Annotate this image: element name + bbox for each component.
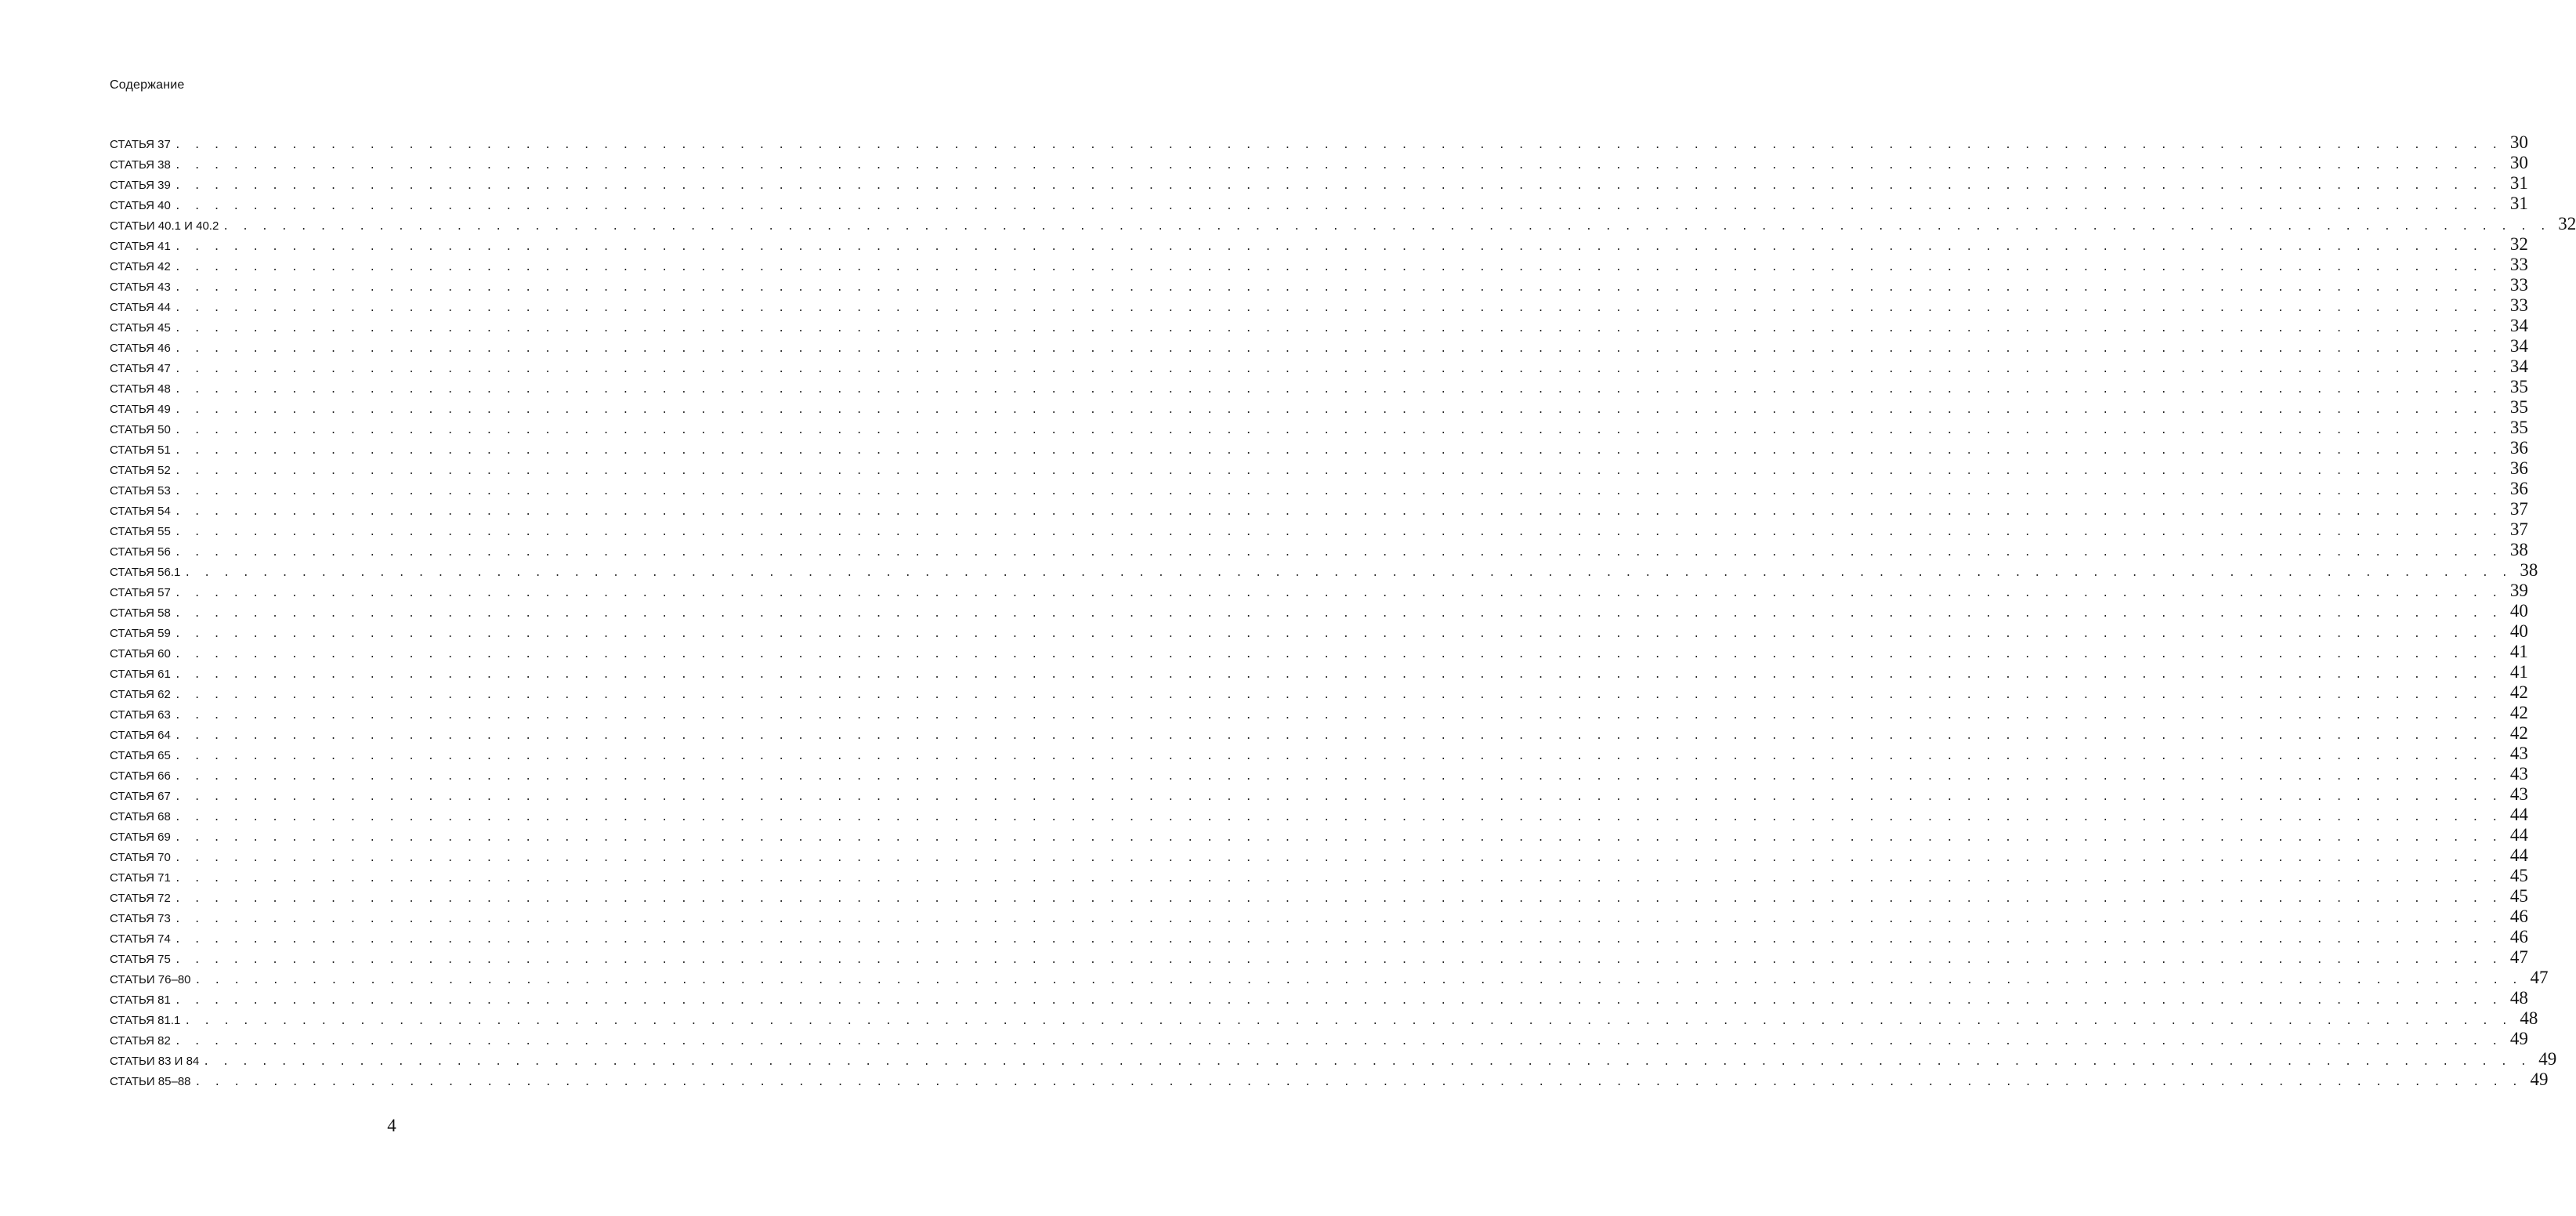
toc-entry [110,499,2528,519]
toc-entry-title: СТАТЬЯ 37 [110,138,171,151]
toc-entry-title: СТАТЬЯ 70 [110,851,171,864]
dot-leader: . . . . . . . . . . . . . . . . . . . . . . . . . . . . . . . . . . . . . . . . . . . . . . . . . . . . . . . . . . . . . . . . . . . . . . . . . . . . . . . . . . . . . . . . . . . . . . . . . . . . . . . . . . . . . . . . . . . . . . . . [174,465,2502,477]
toc-entry-page: 31 [2509,173,2528,193]
toc-entry-page: 49 [2538,1049,2557,1069]
toc-entry-page: 47 [2509,947,2528,967]
dot-leader: . . . . . . . . . . . . . . . . . . . . . . . . . . . . . . . . . . . . . . . . . . . . . . . . . . . . . . . . . . . . . . . . . . . . . . . . . . . . . . . . . . . . . . . . . . . . . . . . . . . . . . . . . . . . . . . . . . . . . . . . [174,812,2502,823]
toc-entry [110,927,2528,947]
dot-leader: . . . . . . . . . . . . . . . . . . . . . . . . . . . . . . . . . . . . . . . . . . . . . . . . . . . . . . . . . . . . . . . . . . . . . . . . . . . . . . . . . . . . . . . . . . . . . . . . . . . . . . . . . . . . . . . . . . . . . . . . [174,445,2502,457]
toc-entry [110,295,2528,316]
toc-entry-title: СТАТЬЯ 56 [110,545,171,559]
toc-entry [110,1069,2549,1090]
toc-entry [110,479,2528,499]
page-number: 4 [387,1116,396,1135]
toc-entry-title: СТАТЬИ 76–80 [110,973,191,986]
toc-entry-title: СТАТЬЯ 61 [110,668,171,681]
toc-entry-page: 37 [2509,499,2528,519]
toc-entry [110,194,2528,214]
toc-entry [110,805,2528,825]
toc-entry [110,744,2528,764]
table-of-contents [110,132,2576,1090]
toc-entry-title: СТАТЬИ 40.1 И 40.2 [110,219,219,233]
dot-leader: . . . . . . . . . . . . . . . . . . . . . . . . . . . . . . . . . . . . . . . . . . . . . . . . . . . . . . . . . . . . . . . . . . . . . . . . . . . . . . . . . . . . . . . . . . . . . . . . . . . . . . . . . . . . . . . . . . . . . . . . [174,343,2502,355]
toc-entry-page: 38 [2520,560,2538,580]
toc-entry [110,540,2528,560]
toc-entry-title: СТАТЬЯ 46 [110,342,171,355]
toc-entry-title: СТАТЬЯ 82 [110,1034,171,1048]
toc-entry [110,968,2549,988]
toc-entry-title: СТАТЬЯ 42 [110,260,171,273]
dot-leader: . . . . . . . . . . . . . . . . . . . . . . . . . . . . . . . . . . . . . . . . . . . . . . . . . . . . . . . . . . . . . . . . . . . . . . . . . . . . . . . . . . . . . . . . . . . . . . . . . . . . . . . . . . . . . . . . . . . . . . . . [174,893,2502,905]
toc-entry-title: СТАТЬЯ 67 [110,790,171,803]
toc-entry-title: СТАТЬЯ 66 [110,769,171,783]
toc-entry [110,764,2528,784]
toc-entry [110,907,2528,927]
toc-entry-title: СТАТЬЯ 39 [110,179,171,192]
toc-entry-page: 42 [2509,682,2528,702]
toc-entry-page: 31 [2509,194,2528,213]
toc-entry-page: 49 [2530,1069,2549,1089]
toc-entry-title: СТАТЬЯ 54 [110,505,171,518]
toc-entry-title: СТАТЬЯ 57 [110,586,171,599]
toc-entry-title: СТАТЬЯ 75 [110,953,171,966]
toc-entry [110,662,2528,682]
toc-entry-title: СТАТЬЯ 53 [110,484,171,498]
toc-entry-title: СТАТЬЯ 55 [110,525,171,538]
toc-entry-title: СТАТЬЯ 51 [110,443,171,457]
toc-entry-title: СТАТЬЯ 72 [110,892,171,905]
dot-leader: . . . . . . . . . . . . . . . . . . . . . . . . . . . . . . . . . . . . . . . . . . . . . . . . . . . . . . . . . . . . . . . . . . . . . . . . . . . . . . . . . . . . . . . . . . . . . . . . . . . . . . . . . . . . . . . . . . . . . . . . [174,649,2502,660]
toc-entry [110,519,2528,540]
toc-entry-title: СТАТЬЯ 40 [110,199,171,212]
dot-leader: . . . . . . . . . . . . . . . . . . . . . . . . . . . . . . . . . . . . . . . . . . . . . . . . . . . . . . . . . . . . . . . . . . . . . . . . . . . . . . . . . . . . . . . . . . . . . . . . . . . . . . . . . . . . . . . . . . . . . . . . [194,975,2522,986]
toc-entry-page: 46 [2509,927,2528,946]
toc-entry-page: 33 [2509,295,2528,315]
toc-entry [110,825,2528,845]
toc-entry [110,356,2528,377]
toc-entry-title: СТАТЬЯ 60 [110,647,171,660]
toc-entry-title: СТАТЬЯ 47 [110,362,171,375]
toc-entry [110,153,2528,173]
toc-entry [110,234,2528,255]
dot-leader: . . . . . . . . . . . . . . . . . . . . . . . . . . . . . . . . . . . . . . . . . . . . . . . . . . . . . . . . . . . . . . . . . . . . . . . . . . . . . . . . . . . . . . . . . . . . . . . . . . . . . . . . . . . . . . . . . . . . . . . . [174,771,2502,783]
toc-entry-page: 41 [2509,662,2528,682]
toc-entry [110,601,2528,621]
toc-entry-title: СТАТЬЯ 62 [110,688,171,701]
toc-entry-title: СТАТЬЯ 48 [110,382,171,396]
toc-entry-page: 42 [2509,723,2528,743]
toc-entry-title: СТАТЬЯ 50 [110,423,171,436]
toc-entry-page: 32 [2558,214,2576,233]
toc-entry [110,682,2528,703]
toc-entry-page: 30 [2509,132,2528,152]
dot-leader: . . . . . . . . . . . . . . . . . . . . . . . . . . . . . . . . . . . . . . . . . . . . . . . . . . . . . . . . . . . . . . . . . . . . . . . . . . . . . . . . . . . . . . . . . . . . . . . . . . . . . . . . . . . . . . . . . . . . . . . . [174,364,2502,375]
dot-leader: . . . . . . . . . . . . . . . . . . . . . . . . . . . . . . . . . . . . . . . . . . . . . . . . . . . . . . . . . . . . . . . . . . . . . . . . . . . . . . . . . . . . . . . . . . . . . . . . . . . . . . . . . . . . . . . . . . . . . . . . [174,282,2502,294]
toc-entry-page: 43 [2509,744,2528,763]
toc-entry [110,581,2528,601]
toc-entry [110,418,2528,438]
dot-leader: . . . . . . . . . . . . . . . . . . . . . . . . . . . . . . . . . . . . . . . . . . . . . . . . . . . . . . . . . . . . . . . . . . . . . . . . . . . . . . . . . . . . . . . . . . . . . . . . . . . . . . . . . . . . . . . . . . . . . . . . [174,1036,2502,1048]
toc-entry-page: 44 [2509,845,2528,865]
toc-entry-title: СТАТЬЯ 73 [110,912,171,925]
dot-leader: . . . . . . . . . . . . . . . . . . . . . . . . . . . . . . . . . . . . . . . . . . . . . . . . . . . . . . . . . . . . . . . . . . . . . . . . . . . . . . . . . . . . . . . . . . . . . . . . . . . . . . . . . . . . . . . . . . . . . . . . [174,954,2502,966]
toc-entry-page: 48 [2520,1008,2538,1028]
dot-leader: . . . . . . . . . . . . . . . . . . . . . . . . . . . . . . . . . . . . . . . . . . . . . . . . . . . . . . . . . . . . . . . . . . . . . . . . . . . . . . . . . . . . . . . . . . . . . . . . . . . . . . . . . . . . . . . . . . . . . . . . [174,404,2502,416]
toc-entry-page: 44 [2509,805,2528,824]
dot-leader: . . . . . . . . . . . . . . . . . . . . . . . . . . . . . . . . . . . . . . . . . . . . . . . . . . . . . . . . . . . . . . . . . . . . . . . . . . . . . . . . . . . . . . . . . . . . . . . . . . . . . . . . . . . . . . . . . . . . . . . . [174,873,2502,885]
toc-entry-title: СТАТЬЯ 49 [110,403,171,416]
toc-entry-page: 36 [2509,479,2528,498]
toc-entry-title: СТАТЬЯ 74 [110,932,171,946]
toc-entry [110,397,2528,418]
toc-entry-page: 34 [2509,336,2528,356]
toc-entry [110,988,2528,1008]
toc-entry [110,947,2528,968]
toc-entry-title: СТАТЬЯ 56.1 [110,566,181,579]
toc-entry [110,886,2528,907]
toc-entry-title: СТАТЬЯ 43 [110,280,171,294]
toc-entry-title: СТАТЬЯ 65 [110,749,171,762]
dot-leader: . . . . . . . . . . . . . . . . . . . . . . . . . . . . . . . . . . . . . . . . . . . . . . . . . . . . . . . . . . . . . . . . . . . . . . . . . . . . . . . . . . . . . . . . . . . . . . . . . . . . . . . . . . . . . . . . . . . . . . . . [174,160,2502,172]
toc-entry-page: 35 [2509,377,2528,396]
toc-entry-title: СТАТЬЯ 64 [110,729,171,742]
dot-leader: . . . . . . . . . . . . . . . . . . . . . . . . . . . . . . . . . . . . . . . . . . . . . . . . . . . . . . . . . . . . . . . . . . . . . . . . . . . . . . . . . . . . . . . . . . . . . . . . . . . . . . . . . . . . . . . . . . . . . . . . [174,751,2502,762]
dot-leader: . . . . . . . . . . . . . . . . . . . . . . . . . . . . . . . . . . . . . . . . . . . . . . . . . . . . . . . . . . . . . . . . . . . . . . . . . . . . . . . . . . . . . . . . . . . . . . . . . . . . . . . . . . . . . . . . . . . . . . . . [203,1056,2531,1068]
toc-entry-page: 32 [2509,234,2528,254]
dot-leader: . . . . . . . . . . . . . . . . . . . . . . . . . . . . . . . . . . . . . . . . . . . . . . . . . . . . . . . . . . . . . . . . . . . . . . . . . . . . . . . . . . . . . . . . . . . . . . . . . . . . . . . . . . . . . . . . . . . . . . . . [194,1077,2522,1088]
toc-entry-page: 35 [2509,418,2528,437]
toc-entry-page: 41 [2509,642,2528,661]
toc-entry-title: СТАТЬЯ 45 [110,321,171,335]
dot-leader: . . . . . . . . . . . . . . . . . . . . . . . . . . . . . . . . . . . . . . . . . . . . . . . . . . . . . . . . . . . . . . . . . . . . . . . . . . . . . . . . . . . . . . . . . . . . . . . . . . . . . . . . . . . . . . . . . . . . . . . . [174,730,2502,742]
dot-leader: . . . . . . . . . . . . . . . . . . . . . . . . . . . . . . . . . . . . . . . . . . . . . . . . . . . . . . . . . . . . . . . . . . . . . . . . . . . . . . . . . . . . . . . . . . . . . . . . . . . . . . . . . . . . . . . . . . . . . . . . [174,669,2502,681]
toc-entry-page: 45 [2509,886,2528,906]
dot-leader: . . . . . . . . . . . . . . . . . . . . . . . . . . . . . . . . . . . . . . . . . . . . . . . . . . . . . . . . . . . . . . . . . . . . . . . . . . . . . . . . . . . . . . . . . . . . . . . . . . . . . . . . . . . . . . . . . . . . . . . . [174,832,2502,844]
toc-entry [110,1029,2528,1049]
toc-entry-title: СТАТЬЯ 71 [110,871,171,885]
toc-entry-page: 38 [2509,540,2528,559]
toc-entry-title: СТАТЬИ 83 И 84 [110,1055,200,1068]
dot-leader: . . . . . . . . . . . . . . . . . . . . . . . . . . . . . . . . . . . . . . . . . . . . . . . . . . . . . . . . . . . . . . . . . . . . . . . . . . . . . . . . . . . . . . . . . . . . . . . . . . . . . . . . . . . . . . . . . . . . . . . . [174,302,2502,314]
dot-leader: . . . . . . . . . . . . . . . . . . . . . . . . . . . . . . . . . . . . . . . . . . . . . . . . . . . . . . . . . . . . . . . . . . . . . . . . . . . . . . . . . . . . . . . . . . . . . . . . . . . . . . . . . . . . . . . . . . . . . . . . [174,323,2502,335]
toc-entry-page: 45 [2509,866,2528,885]
toc-entry [110,132,2528,153]
toc-entry-page: 40 [2509,621,2528,641]
dot-leader: . . . . . . . . . . . . . . . . . . . . . . . . . . . . . . . . . . . . . . . . . . . . . . . . . . . . . . . . . . . . . . . . . . . . . . . . . . . . . . . . . . . . . . . . . . . . . . . . . . . . . . . . . . . . . . . . . . . . . . . . [174,710,2502,722]
toc-entry-page: 47 [2530,968,2549,987]
toc-entry-page: 30 [2509,153,2528,172]
toc-entry-page: 36 [2509,458,2528,478]
dot-leader: . . . . . . . . . . . . . . . . . . . . . . . . . . . . . . . . . . . . . . . . . . . . . . . . . . . . . . . . . . . . . . . . . . . . . . . . . . . . . . . . . . . . . . . . . . . . . . . . . . . . . . . . . . . . . . . . . . . . . . . . [174,628,2502,640]
toc-entry [110,377,2528,397]
dot-leader: . . . . . . . . . . . . . . . . . . . . . . . . . . . . . . . . . . . . . . . . . . . . . . . . . . . . . . . . . . . . . . . . . . . . . . . . . . . . . . . . . . . . . . . . . . . . . . . . . . . . . . . . . . . . . . . . . . . . . . . . [174,180,2502,192]
toc-entry-title: СТАТЬЯ 69 [110,831,171,844]
dot-leader: . . . . . . . . . . . . . . . . . . . . . . . . . . . . . . . . . . . . . . . . . . . . . . . . . . . . . . . . . . . . . . . . . . . . . . . . . . . . . . . . . . . . . . . . . . . . . . . . . . . . . . . . . . . . . . . . . . . . . . . . [174,852,2502,864]
toc-entry [110,336,2528,356]
toc-entry-title: СТАТЬЯ 52 [110,464,171,477]
toc-entry-page: 39 [2509,581,2528,600]
toc-entry [110,560,2538,581]
dot-leader: . . . . . . . . . . . . . . . . . . . . . . . . . . . . . . . . . . . . . . . . . . . . . . . . . . . . . . . . . . . . . . . . . . . . . . . . . . . . . . . . . . . . . . . . . . . . . . . . . . . . . . . . . . . . . . . . . . . . . . . . [174,934,2502,946]
toc-entry-title: СТАТЬЯ 81.1 [110,1014,181,1027]
toc-entry-page: 44 [2509,825,2528,845]
toc-entry-title: СТАТЬЯ 41 [110,240,171,253]
toc-entry-page: 35 [2509,397,2528,417]
toc-entry-title: СТАТЬЯ 44 [110,301,171,314]
dot-leader: . . . . . . . . . . . . . . . . . . . . . . . . . . . . . . . . . . . . . . . . . . . . . . . . . . . . . . . . . . . . . . . . . . . . . . . . . . . . . . . . . . . . . . . . . . . . . . . . . . . . . . . . . . . . . . . . . . . . . . . . [174,527,2502,538]
toc-entry-title: СТАТЬЯ 81 [110,993,171,1007]
toc-entry [110,275,2528,295]
dot-leader: . . . . . . . . . . . . . . . . . . . . . . . . . . . . . . . . . . . . . . . . . . . . . . . . . . . . . . . . . . . . . . . . . . . . . . . . . . . . . . . . . . . . . . . . . . . . . . . . . . . . . . . . . . . . . . . . . . . . . . . . [174,547,2502,559]
toc-entry [110,723,2528,744]
toc-entry [110,621,2528,642]
toc-entry [110,316,2528,336]
dot-leader: . . . . . . . . . . . . . . . . . . . . . . . . . . . . . . . . . . . . . . . . . . . . . . . . . . . . . . . . . . . . . . . . . . . . . . . . . . . . . . . . . . . . . . . . . . . . . . . . . . . . . . . . . . . . . . . . . . . . . . . . [174,791,2502,803]
toc-entry-title: СТАТЬИ 85–88 [110,1075,191,1088]
toc-entry-page: 37 [2509,519,2528,539]
toc-entry [110,173,2528,194]
toc-entry [110,703,2528,723]
toc-entry [110,784,2528,805]
toc-entry [110,458,2528,479]
dot-leader: . . . . . . . . . . . . . . . . . . . . . . . . . . . . . . . . . . . . . . . . . . . . . . . . . . . . . . . . . . . . . . . . . . . . . . . . . . . . . . . . . . . . . . . . . . . . . . . . . . . . . . . . . . . . . . . . . . . . . . . . [223,221,2550,233]
toc-entry-page: 40 [2509,601,2528,621]
dot-leader: . . . . . . . . . . . . . . . . . . . . . . . . . . . . . . . . . . . . . . . . . . . . . . . . . . . . . . . . . . . . . . . . . . . . . . . . . . . . . . . . . . . . . . . . . . . . . . . . . . . . . . . . . . . . . . . . . . . . . . . . [184,1015,2512,1027]
toc-entry-page: 34 [2509,356,2528,376]
dot-leader: . . . . . . . . . . . . . . . . . . . . . . . . . . . . . . . . . . . . . . . . . . . . . . . . . . . . . . . . . . . . . . . . . . . . . . . . . . . . . . . . . . . . . . . . . . . . . . . . . . . . . . . . . . . . . . . . . . . . . . . . [174,689,2502,701]
toc-entry-page: 46 [2509,907,2528,926]
dot-leader: . . . . . . . . . . . . . . . . . . . . . . . . . . . . . . . . . . . . . . . . . . . . . . . . . . . . . . . . . . . . . . . . . . . . . . . . . . . . . . . . . . . . . . . . . . . . . . . . . . . . . . . . . . . . . . . . . . . . . . . . [174,241,2502,253]
dot-leader: . . . . . . . . . . . . . . . . . . . . . . . . . . . . . . . . . . . . . . . . . . . . . . . . . . . . . . . . . . . . . . . . . . . . . . . . . . . . . . . . . . . . . . . . . . . . . . . . . . . . . . . . . . . . . . . . . . . . . . . . [174,201,2502,212]
toc-entry-page: 33 [2509,275,2528,295]
toc-entry-page: 49 [2509,1029,2528,1048]
toc-entry-page: 48 [2509,988,2528,1008]
dot-leader: . . . . . . . . . . . . . . . . . . . . . . . . . . . . . . . . . . . . . . . . . . . . . . . . . . . . . . . . . . . . . . . . . . . . . . . . . . . . . . . . . . . . . . . . . . . . . . . . . . . . . . . . . . . . . . . . . . . . . . . . [174,139,2502,151]
toc-entry-page: 33 [2509,255,2528,274]
toc-entry [110,642,2528,662]
toc-entry-title: СТАТЬЯ 38 [110,158,171,172]
toc-entry-title: СТАТЬЯ 59 [110,627,171,640]
toc-entry [110,866,2528,886]
dot-leader: . . . . . . . . . . . . . . . . . . . . . . . . . . . . . . . . . . . . . . . . . . . . . . . . . . . . . . . . . . . . . . . . . . . . . . . . . . . . . . . . . . . . . . . . . . . . . . . . . . . . . . . . . . . . . . . . . . . . . . . . [174,262,2502,273]
dot-leader: . . . . . . . . . . . . . . . . . . . . . . . . . . . . . . . . . . . . . . . . . . . . . . . . . . . . . . . . . . . . . . . . . . . . . . . . . . . . . . . . . . . . . . . . . . . . . . . . . . . . . . . . . . . . . . . . . . . . . . . . [174,384,2502,396]
toc-entry [110,1008,2538,1029]
dot-leader: . . . . . . . . . . . . . . . . . . . . . . . . . . . . . . . . . . . . . . . . . . . . . . . . . . . . . . . . . . . . . . . . . . . . . . . . . . . . . . . . . . . . . . . . . . . . . . . . . . . . . . . . . . . . . . . . . . . . . . . . [174,914,2502,925]
dot-leader: . . . . . . . . . . . . . . . . . . . . . . . . . . . . . . . . . . . . . . . . . . . . . . . . . . . . . . . . . . . . . . . . . . . . . . . . . . . . . . . . . . . . . . . . . . . . . . . . . . . . . . . . . . . . . . . . . . . . . . . . [174,506,2502,518]
dot-leader: . . . . . . . . . . . . . . . . . . . . . . . . . . . . . . . . . . . . . . . . . . . . . . . . . . . . . . . . . . . . . . . . . . . . . . . . . . . . . . . . . . . . . . . . . . . . . . . . . . . . . . . . . . . . . . . . . . . . . . . . [174,588,2502,599]
toc-entry [110,438,2528,458]
toc-entry-page: 34 [2509,316,2528,335]
toc-entry [110,845,2528,866]
dot-leader: . . . . . . . . . . . . . . . . . . . . . . . . . . . . . . . . . . . . . . . . . . . . . . . . . . . . . . . . . . . . . . . . . . . . . . . . . . . . . . . . . . . . . . . . . . . . . . . . . . . . . . . . . . . . . . . . . . . . . . . . [184,567,2512,579]
toc-entry-page: 43 [2509,764,2528,784]
toc-entry-page: 43 [2509,784,2528,804]
toc-entry-title: СТАТЬЯ 68 [110,810,171,823]
dot-leader: . . . . . . . . . . . . . . . . . . . . . . . . . . . . . . . . . . . . . . . . . . . . . . . . . . . . . . . . . . . . . . . . . . . . . . . . . . . . . . . . . . . . . . . . . . . . . . . . . . . . . . . . . . . . . . . . . . . . . . . . [174,425,2502,436]
running-header: Содержание [110,78,185,92]
toc-entry-page: 42 [2509,703,2528,722]
dot-leader: . . . . . . . . . . . . . . . . . . . . . . . . . . . . . . . . . . . . . . . . . . . . . . . . . . . . . . . . . . . . . . . . . . . . . . . . . . . . . . . . . . . . . . . . . . . . . . . . . . . . . . . . . . . . . . . . . . . . . . . . [174,995,2502,1007]
toc-entry-title: СТАТЬЯ 58 [110,606,171,620]
toc-entry-title: СТАТЬЯ 63 [110,708,171,722]
toc-entry-page: 36 [2509,438,2528,458]
dot-leader: . . . . . . . . . . . . . . . . . . . . . . . . . . . . . . . . . . . . . . . . . . . . . . . . . . . . . . . . . . . . . . . . . . . . . . . . . . . . . . . . . . . . . . . . . . . . . . . . . . . . . . . . . . . . . . . . . . . . . . . . [174,608,2502,620]
dot-leader: . . . . . . . . . . . . . . . . . . . . . . . . . . . . . . . . . . . . . . . . . . . . . . . . . . . . . . . . . . . . . . . . . . . . . . . . . . . . . . . . . . . . . . . . . . . . . . . . . . . . . . . . . . . . . . . . . . . . . . . . [174,486,2502,498]
toc-entry [110,255,2528,275]
toc-entry [110,214,2576,234]
